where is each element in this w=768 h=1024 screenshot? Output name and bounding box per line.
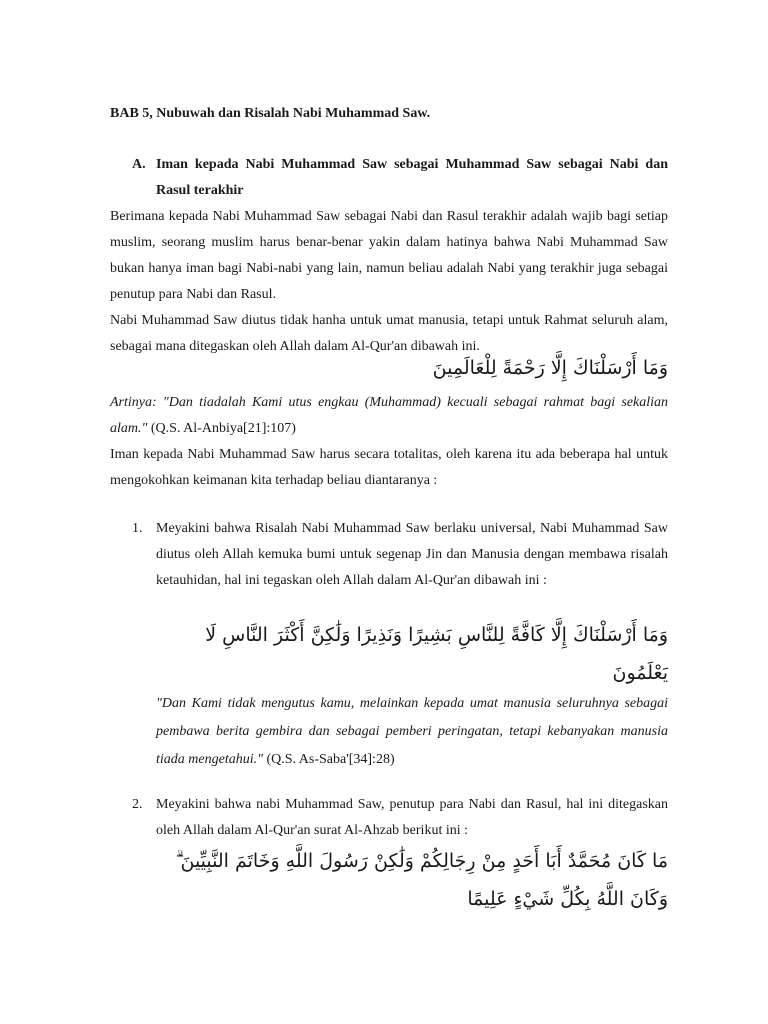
paragraph-3 <box>110 442 668 494</box>
list-item-2 <box>132 792 668 844</box>
arabic-verse-1: وَمَا أَرْسَلْنَاكَ إِلَّا رَحْمَةً لِلْعَالَمِينَ <box>432 357 668 379</box>
paragraph-2-text: Nabi Muhammad Saw diutus tidak hanha untuk umat manusia, tetapi untuk Rahmat seluruh alam, sebagai mana ditegaskan oleh Allah dalam Al-Qur'an dibawah ini. <box>110 313 668 354</box>
section-a-heading <box>132 152 668 204</box>
translation-1 <box>110 390 668 442</box>
paragraph-3-text: Iman kepada Nabi Muhammad Saw harus secara totalitas, oleh karena itu ada beberapa hal untuk mengokohkan keimanan kita terhadap beliau diantaranya : <box>110 447 668 488</box>
paragraph-1-text: Berimana kepada Nabi Muhammad Saw sebagai Nabi dan Rasul terakhir adalah wajib bagi setiap muslim, seorang muslim harus benar-benar yakin dalam hatinya bahwa Nabi Muhammad Saw bukan hanya iman bagi Nabi-nabi yang lain, namun beliau adalah Nabi yang terakhir juga sebagai penutup para Nabi dan Rasul. <box>110 209 668 302</box>
chapter-title: BAB 5, Nubuwah dan Risalah Nabi Muhammad Saw. <box>110 106 431 121</box>
list-item-2-number: 2. <box>132 797 143 812</box>
translation-2 <box>156 690 668 774</box>
section-a-text: Iman kepada Nabi Muhammad Saw sebagai Muhammad Saw sebagai Nabi dan Rasul terakhir <box>156 157 668 198</box>
translation-2-text: "Dan Kami tidak mengutus kamu, melainkan kepada umat manusia seluruhnya sebagai pembawa berita gembira dan sebagai pemberi peringatan, tetapi kebanyakan manusia tiada mengetahui." <box>156 696 668 767</box>
list-item-1-number: 1. <box>132 521 143 536</box>
arabic-verse-2: وَمَا أَرْسَلْنَاكَ إِلَّا كَافَّةً لِلنَّاسِ بَشِيرًا وَنَذِيرًا وَلَٰكِنَّ أَكْثَرَ النَّاسِ لَا يَعْلَمُونَ <box>205 624 668 684</box>
list-item-1-text: Meyakini bahwa Risalah Nabi Muhammad Saw berlaku universal, Nabi Muhammad Saw diutus oleh Allah kemuka bumi untuk segenap Jin dan Manusia dengan membawa risalah ketauhidan, hal ini tegaskan oleh Allah dalam Al-Qur'an dibawah ini : <box>156 521 668 588</box>
translation-1-ref: (Q.S. Al-Anbiya[21]:107) <box>150 421 296 436</box>
list-item-1 <box>132 516 668 594</box>
list-item-2-text: Meyakini bahwa nabi Muhammad Saw, penutup para Nabi dan Rasul, hal ini ditegaskan oleh Allah dalam Al-Qur'an surat Al-Ahzab berikut ini : <box>156 797 668 838</box>
arabic-verse-3: مَا كَانَ مُحَمَّدٌ أَبَا أَحَدٍ مِنْ رِجَالِكُمْ وَلَٰكِنْ رَسُولَ اللَّهِ وَخَاتَمَ النَّبِيِّينَ ۗ وَكَانَ اللَّهُ بِكُلِّ شَيْءٍ عَلِيمًا <box>175 850 668 910</box>
paragraph-1 <box>110 204 668 308</box>
section-a-label: A. <box>132 157 146 172</box>
translation-2-ref: (Q.S. As-Saba'[34]:28) <box>266 752 395 767</box>
translation-1-text: Artinya: "Dan tiadalah Kami utus engkau (Muhammad) kecuali sebagai rahmat bagi sekalian alam." <box>110 395 668 436</box>
